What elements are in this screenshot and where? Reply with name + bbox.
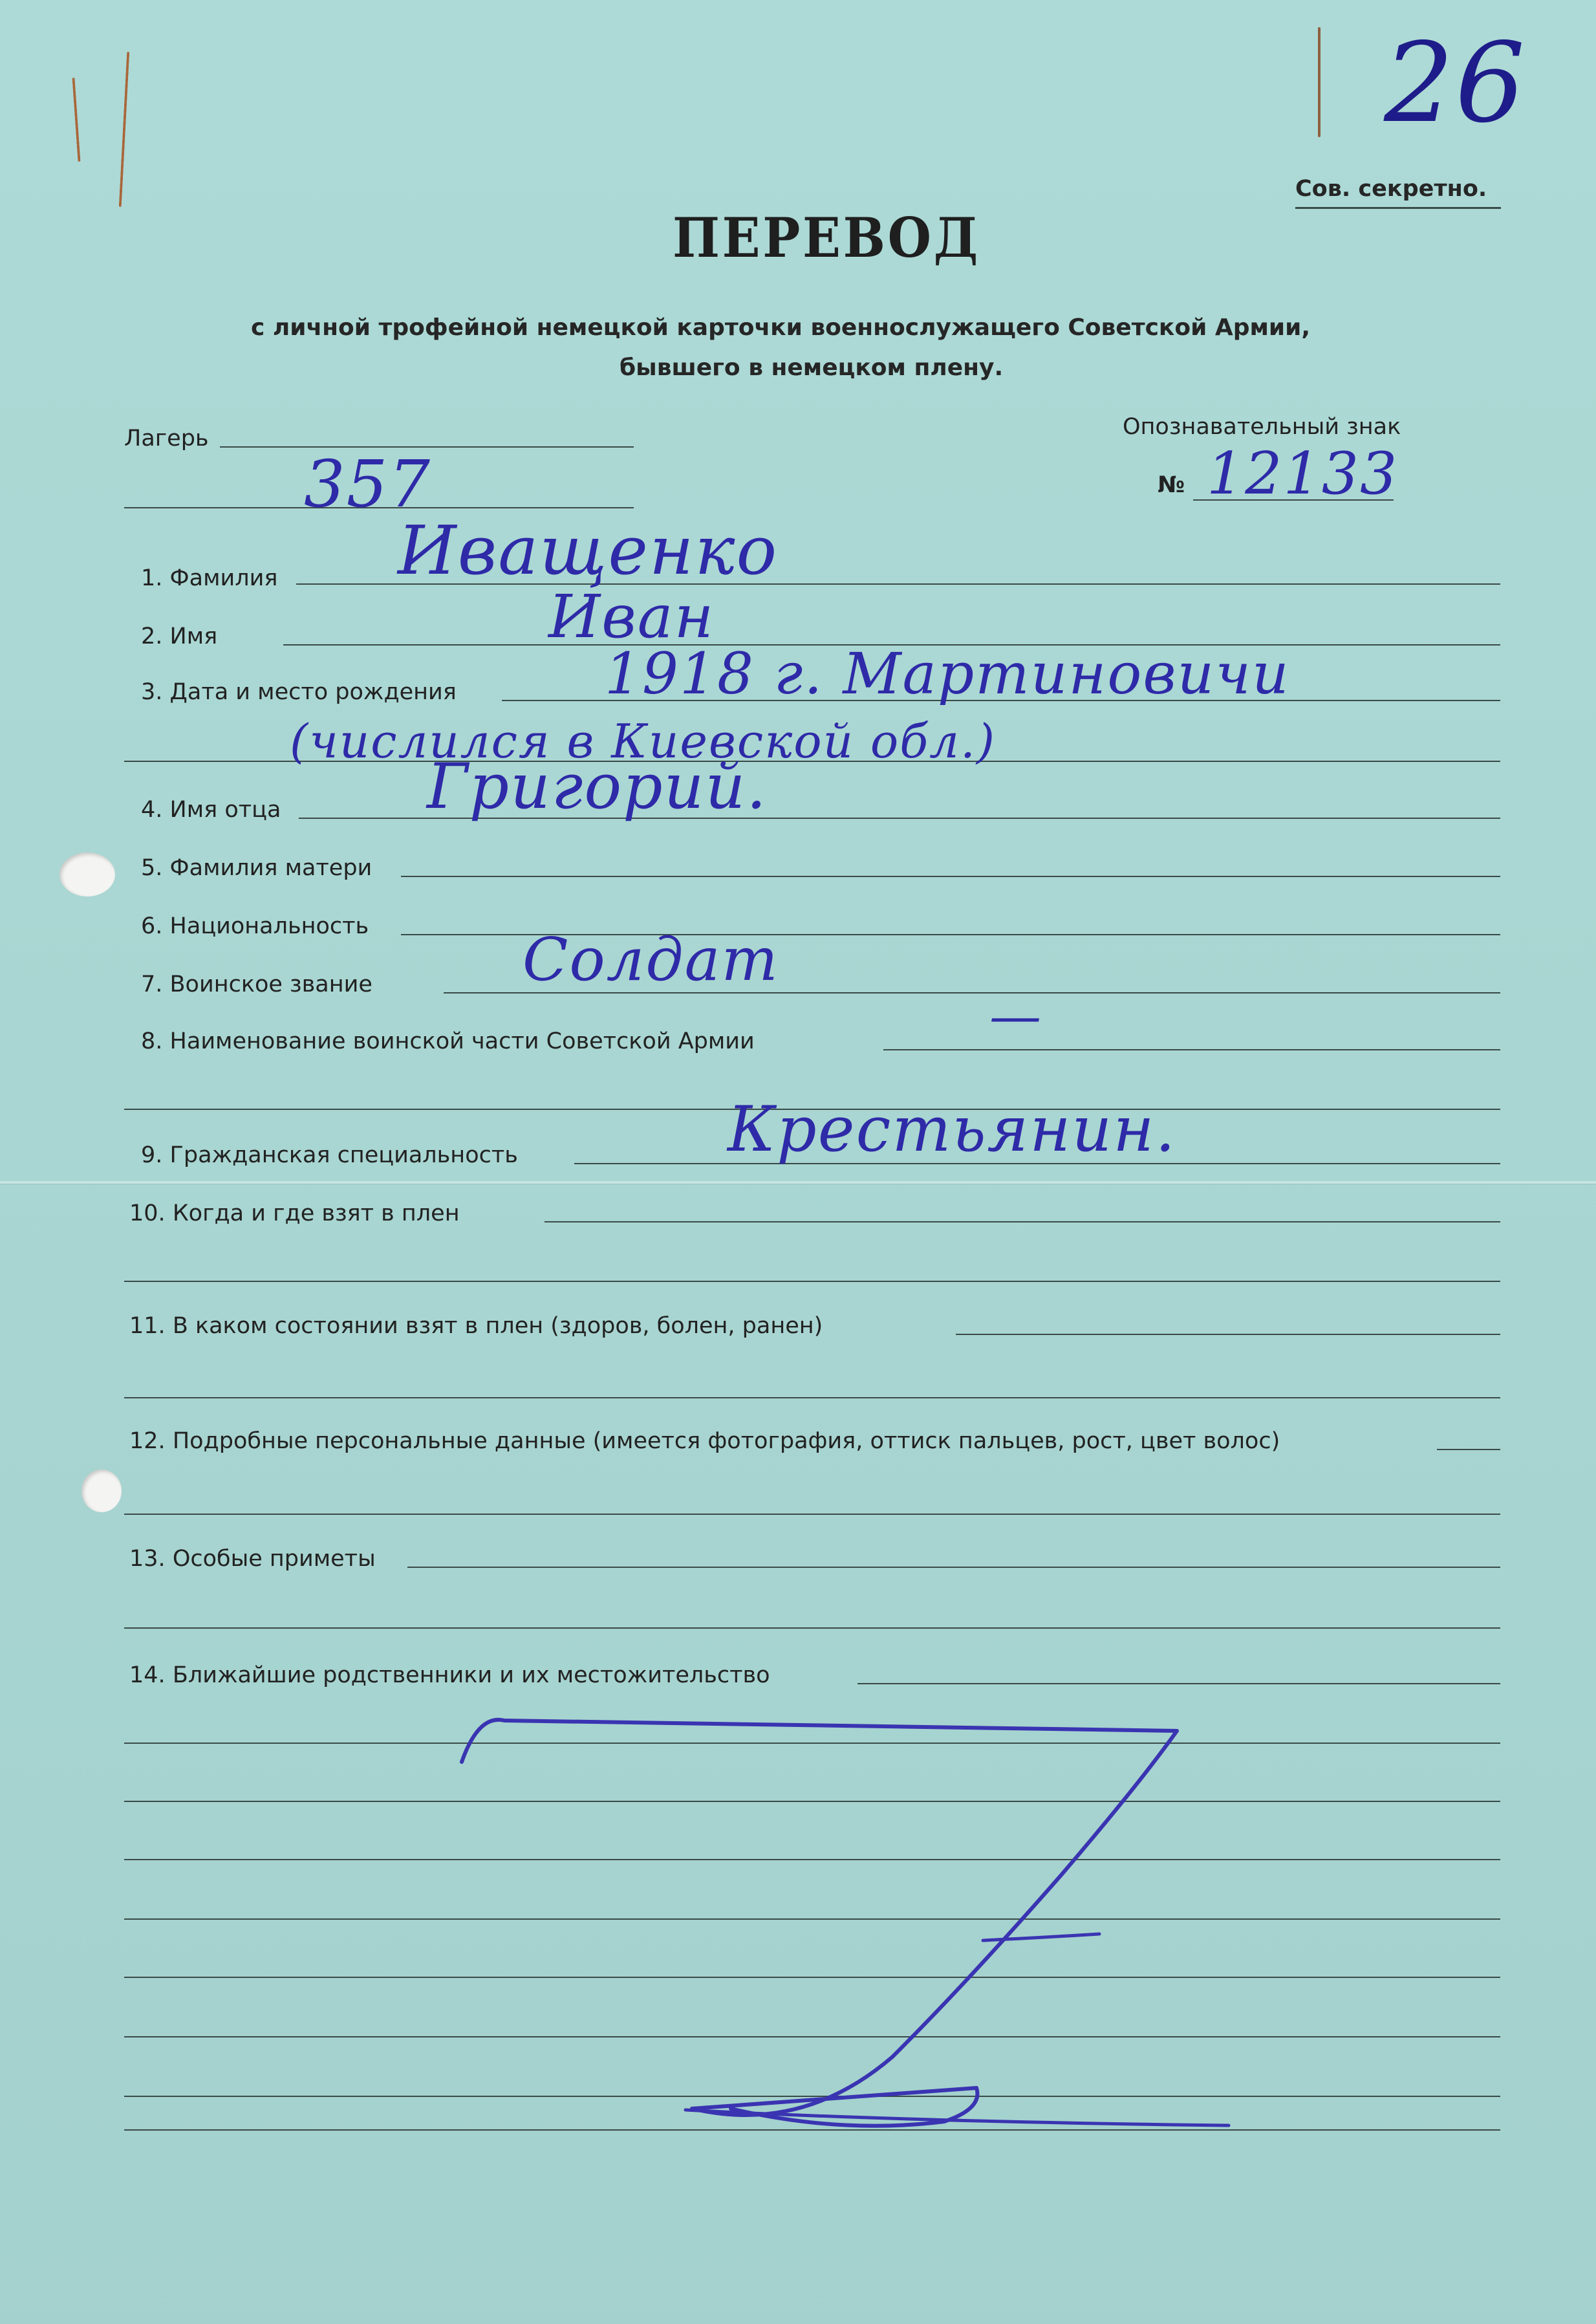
field-label: Дата и место рождения <box>169 679 457 705</box>
field-number: 1. <box>141 565 163 591</box>
field-7-value: Солдат <box>523 925 779 994</box>
field-label: Гражданская специальность <box>169 1142 518 1168</box>
field-label: Ближайшие родственники и их местожительство <box>172 1662 770 1688</box>
field-number: 4. <box>141 797 163 823</box>
field-number: 11. <box>129 1313 166 1339</box>
id-mark-value: 12133 <box>1207 440 1399 508</box>
camp-label: Лагерь <box>124 426 209 451</box>
field-number: 3. <box>141 679 163 705</box>
id-mark-label: Опознавательный знак <box>1123 414 1401 440</box>
field-2-value: Иван <box>548 582 715 651</box>
field-label: Фамилия матери <box>169 855 372 881</box>
field-number: 2. <box>141 624 163 649</box>
field-number: 5. <box>141 855 163 881</box>
field-number: 6. <box>141 913 163 939</box>
field-label: Фамилия <box>169 565 278 591</box>
field-3-value: 1918 г. Мартиновичи <box>605 640 1290 707</box>
field-1-value: Иващенко <box>398 511 779 590</box>
field-3-value-line-2: (числился в Киевской обл.) <box>290 714 996 768</box>
field-4-value: Григорий. <box>427 750 768 823</box>
field-9-value: Крестьянин. <box>728 1093 1176 1166</box>
page-title: ПЕРЕВОД <box>673 206 981 270</box>
field-label: Имя <box>169 624 218 649</box>
field-number: 14. <box>129 1662 166 1688</box>
id-mark-number-prefix: № <box>1158 472 1185 498</box>
subtitle-line-1: с личной трофейной немецкой карточки военнослужащего Советской Армии, <box>251 314 1311 341</box>
field-number: 12. <box>129 1428 166 1454</box>
field-number: 8. <box>141 1028 163 1054</box>
field-number: 10. <box>129 1200 166 1226</box>
field-label: Наименование воинской части Советской Армии <box>169 1028 755 1054</box>
field-label: В каком состоянии взят в плен (здоров, болен, ранен) <box>172 1313 823 1339</box>
field-number: 13. <box>129 1546 166 1572</box>
camp-value: 357 <box>304 446 431 522</box>
field-label: Имя отца <box>169 797 281 823</box>
field-label: Национальность <box>169 913 369 939</box>
field-label: Когда и где взят в плен <box>172 1200 460 1226</box>
field-label: Воинское звание <box>169 972 372 997</box>
subtitle-line-2: бывшего в немецком плену. <box>620 354 1004 381</box>
page-number: 26 <box>1384 19 1527 147</box>
field-8-value: — <box>989 986 1042 1046</box>
field-label: Особые приметы <box>172 1546 376 1572</box>
field-number: 7. <box>141 972 163 997</box>
field-label: Подробные персональные данные (имеется фотография, оттиск пальцев, рост, цвет волос) <box>172 1428 1280 1454</box>
field-number: 9. <box>141 1142 163 1168</box>
classification-label: Сов. секретно. <box>1295 176 1487 202</box>
